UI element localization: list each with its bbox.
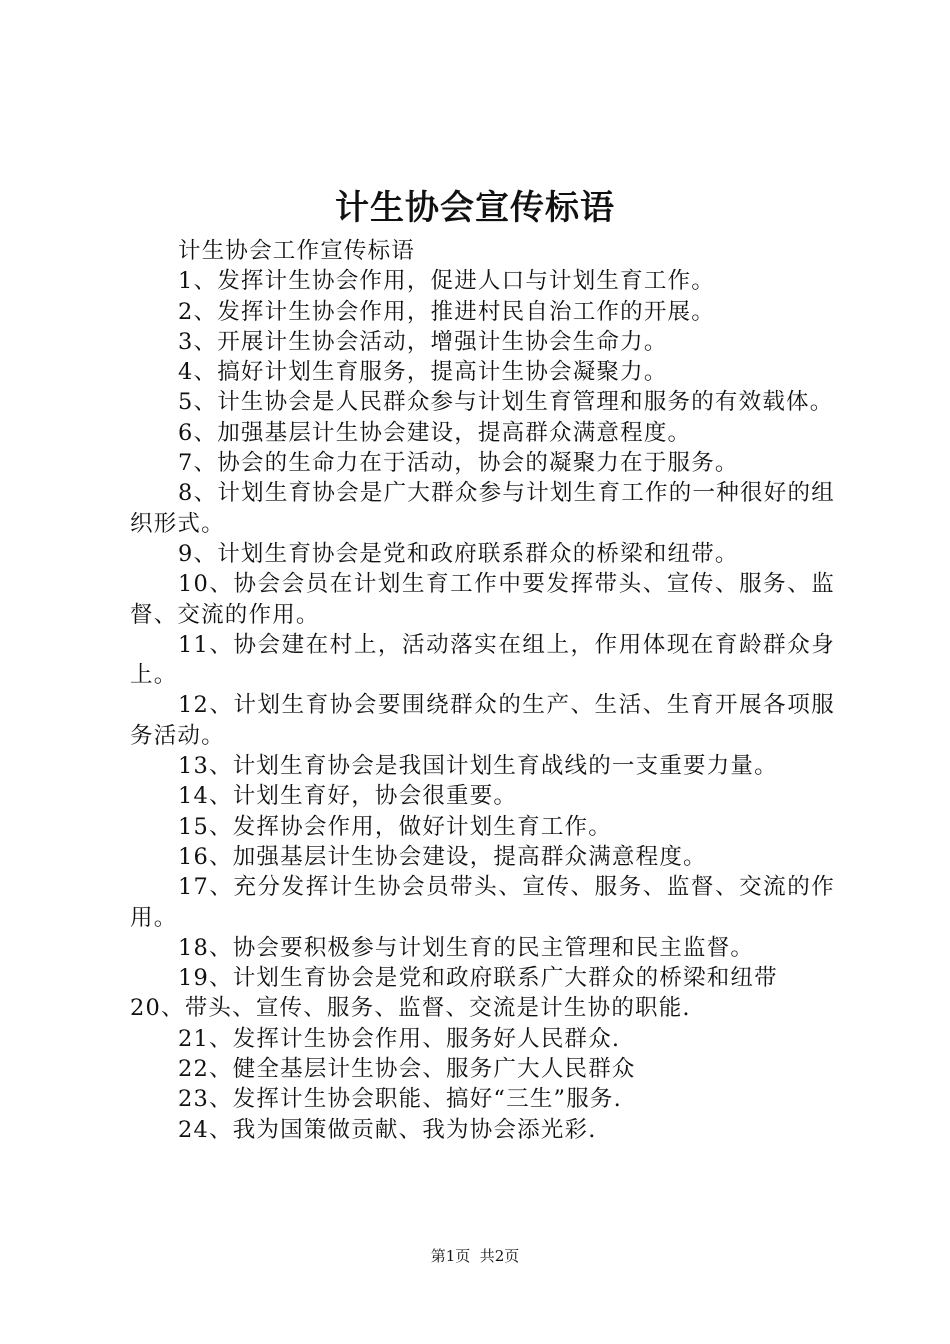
- slogan-item: 19、计划生育协会是党和政府联系广大群众的桥梁和纽带: [178, 965, 778, 992]
- slogan-item: 6、加强基层计生协会建设，提高群众满意程度。: [178, 419, 692, 446]
- slogan-item: 5、计生协会是人民群众参与计划生育管理和服务的有效载体。: [178, 389, 834, 416]
- slogan-item: 15、发挥协会作用，做好计划生育工作。: [178, 813, 612, 840]
- slogan-item: 2、发挥计生协会作用，推进村民自治工作的开展。: [178, 298, 715, 325]
- slogan-item: 1、发挥计生协会作用，促进人口与计划生育工作。: [178, 268, 715, 295]
- slogan-item: 20、带头、宣传、服务、监督、交流是计生协的职能.: [130, 995, 691, 1022]
- slogan-item: 7、协会的生命力在于活动，协会的凝聚力在于服务。: [178, 450, 739, 477]
- document-body: [130, 236, 835, 1145]
- slogan-item: 13、计划生育协会是我国计划生育战线的一支重要力量。: [178, 753, 778, 780]
- slogan-item: 16、加强基层计生协会建设，提高群众满意程度。: [178, 843, 707, 870]
- slogan-item: 14、计划生育好，协会很重要。: [178, 783, 518, 810]
- slogan-item: 9、计划生育协会是党和政府联系群众的桥梁和纽带。: [178, 540, 739, 567]
- slogan-item: 3、开展计生协会活动，增强计生协会生命力。: [178, 328, 668, 355]
- document-title: 计生协会宣传标语: [335, 188, 615, 228]
- page-footer: 第1页 共2页: [430, 1247, 520, 1265]
- slogan-item: 11、协会建在村上，活动落实在组上，作用体现在育龄群众身上。: [130, 631, 835, 689]
- slogan-item: 4、搞好计划生育服务，提高计生协会凝聚力。: [178, 359, 668, 386]
- slogan-item: 18、协会要积极参与计划生育的民主管理和民主监督。: [178, 934, 755, 961]
- slogan-item: 17、充分发挥计生协会员带头、宣传、服务、监督、交流的作用。: [130, 874, 835, 931]
- slogan-item: 8、计划生育协会是广大群众参与计划生育工作的一种很好的组织形式。: [130, 480, 835, 537]
- slogan-item: 21、发挥计生协会作用、服务好人民群众.: [178, 1025, 621, 1052]
- slogan-item: 10、协会会员在计划生育工作中要发挥带头、宣传、服务、监督、交流的作用。: [130, 571, 835, 628]
- slogan-item: 23、发挥计生协会职能、搞好“三生”服务.: [178, 1086, 622, 1113]
- slogan-item: 22、健全基层计生协会、服务广大人民群众: [178, 1056, 636, 1083]
- slogan-item: 24、我为国策做贡献、我为协会添光彩.: [178, 1116, 597, 1143]
- document-subtitle: 计生协会工作宣传标语: [178, 238, 416, 264]
- slogan-item: 12、计划生育协会要围绕群众的生产、生活、生育开展各项服务活动。: [130, 692, 835, 749]
